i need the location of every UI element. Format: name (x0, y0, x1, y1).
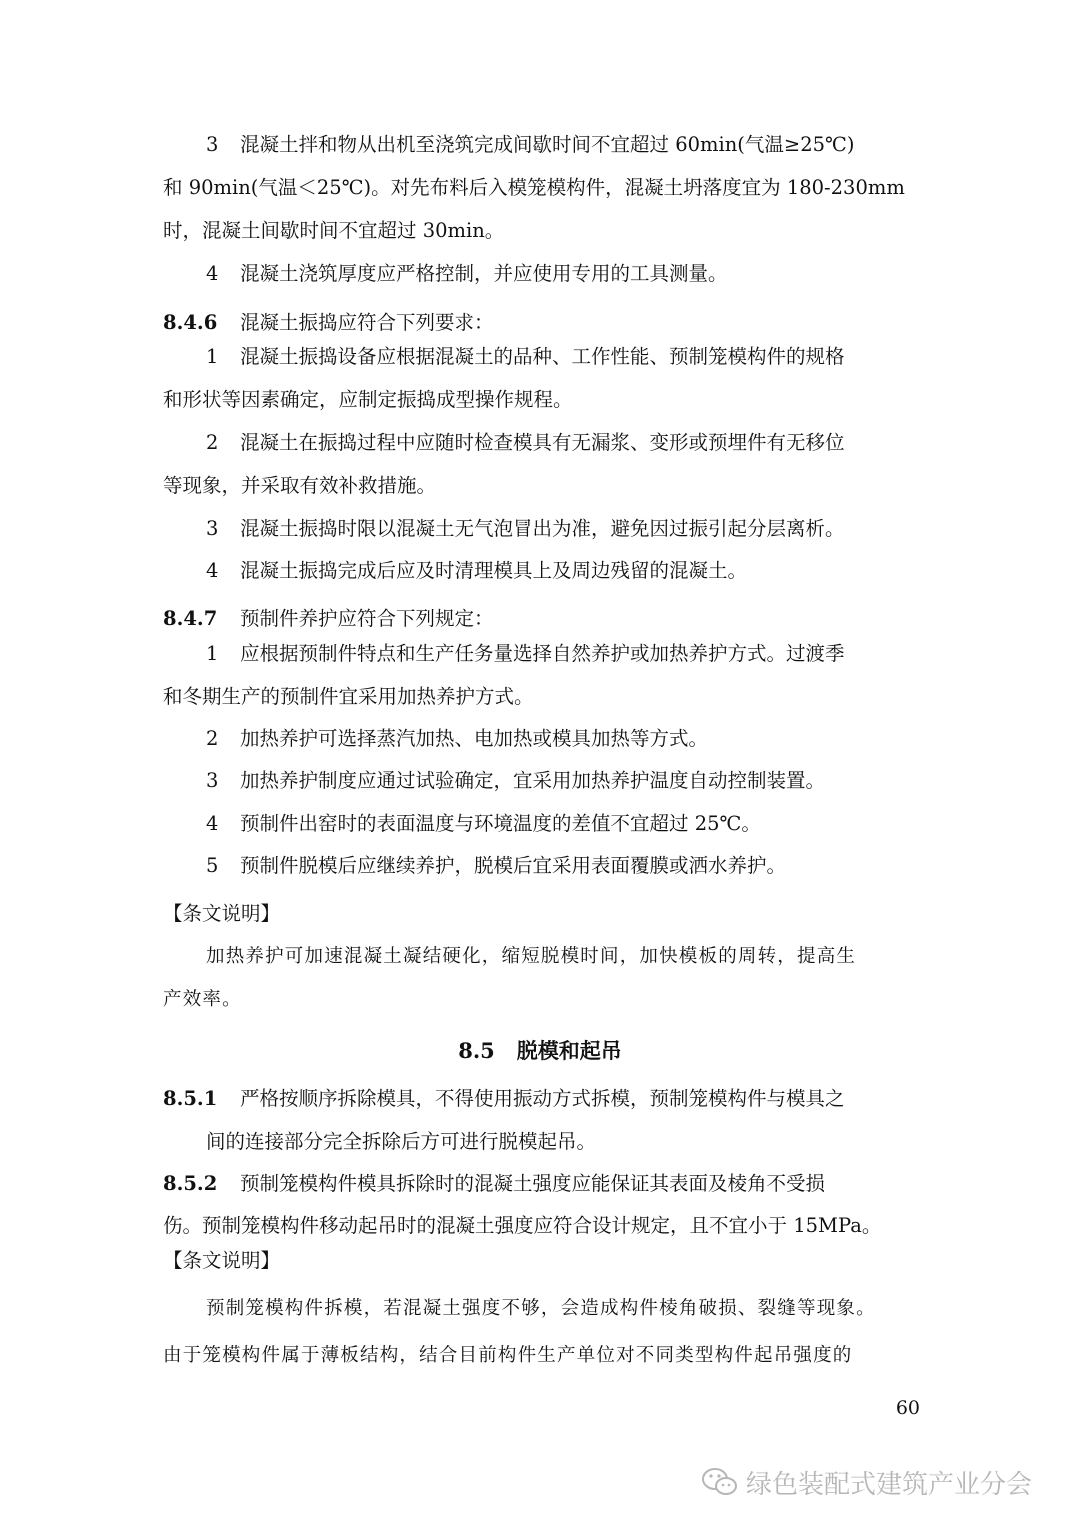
text: 混凝土拌和物从出机至浇筑完成间歇时间不宜超过 60min(气温≥25℃) (240, 133, 855, 156)
paragraph-line: 间的连接部分完全拆除后方可进行脱模起吊。 (206, 1130, 597, 1153)
item-number: 2 (206, 727, 219, 750)
paragraph-line (206, 428, 923, 458)
text: 预制笼模构件模具拆除时的混凝土强度应能保证其表面及棱角不受损 (240, 1172, 826, 1195)
clause-number: 8.5.1 (163, 1087, 218, 1110)
wechat-icon (700, 1465, 740, 1499)
item-number: 3 (206, 769, 219, 792)
clause-number: 8.4.7 (163, 607, 218, 630)
item-number: 4 (206, 559, 219, 582)
section-title: 脱模和起吊 (516, 1038, 622, 1063)
text: 预制件养护应符合下列规定： (240, 607, 494, 630)
item-number: 4 (206, 262, 219, 285)
item-number: 1 (206, 642, 219, 665)
text: 混凝土浇筑厚度应严格控制，并应使用专用的工具测量。 (240, 262, 728, 285)
paragraph-line: 伤。预制笼模构件移动起吊时的混凝土强度应符合设计规定，且不宜小于 15MPa。 (163, 1214, 882, 1237)
clause-number: 8.5.2 (163, 1172, 218, 1195)
text: 严格按顺序拆除模具，不得使用振动方式拆模，预制笼模构件与模具之 (240, 1087, 845, 1110)
item-number: 4 (206, 812, 219, 835)
text: 混凝土振捣设备应根据混凝土的品种、工作性能、预制笼模构件的规格 (240, 345, 845, 368)
item-number: 3 (206, 517, 219, 540)
paragraph-line (206, 259, 923, 289)
text: 混凝土振捣应符合下列要求： (240, 311, 494, 334)
note-label: 【条文说明】 (163, 902, 281, 925)
paragraph-line (206, 514, 923, 544)
text: 预制件脱模后应继续养护，脱模后宜采用表面覆膜或洒水养护。 (240, 854, 787, 877)
text: 混凝土振捣时限以混凝土无气泡冒出为准，避免因过振引起分层离析。 (240, 517, 845, 540)
paragraph-line (206, 851, 923, 881)
text: 加热养护制度应通过试验确定，宜采用加热养护温度自动控制装置。 (240, 769, 826, 792)
paragraph-line (206, 342, 923, 372)
note-text: 由于笼模构件属于薄板结构，结合目前构件生产单位对不同类型构件起吊强度的 (163, 1345, 853, 1366)
paragraph-line (206, 639, 923, 669)
note-text: 产效率。 (163, 989, 242, 1010)
text: 加热养护可选择蒸汽加热、电加热或模具加热等方式。 (240, 727, 709, 750)
paragraph-line (206, 130, 923, 160)
paragraph-line (206, 724, 923, 754)
clause-line (163, 1084, 923, 1114)
text: 混凝土振捣完成后应及时清理模具上及周边残留的混凝土。 (240, 559, 748, 582)
paragraph-line (206, 766, 923, 796)
item-number: 3 (206, 133, 219, 156)
paragraph-line: 和 90min(气温＜25℃)。对先布料后入模笼模构件，混凝土坍落度宜为 180-230mm (163, 176, 905, 199)
paragraph-line (206, 556, 923, 586)
note-text: 加热养护可加速混凝土凝结硬化，缩短脱模时间，加快模板的周转，提高生 (206, 946, 857, 967)
clause-line (163, 604, 923, 634)
paragraph-line (206, 809, 923, 839)
clause-line (163, 1169, 923, 1199)
item-number: 1 (206, 345, 219, 368)
item-number: 2 (206, 431, 219, 454)
paragraph-line: 等现象，并采取有效补救措施。 (163, 474, 437, 497)
section-heading (0, 1036, 1080, 1066)
text: 混凝土在振捣过程中应随时检查模具有无漏浆、变形或预埋件有无移位 (240, 431, 845, 454)
watermark (700, 1462, 1060, 1502)
paragraph-line: 和冬期生产的预制件宜采用加热养护方式。 (163, 685, 534, 708)
paragraph-line: 和形状等因素确定，应制定振捣成型操作规程。 (163, 388, 573, 411)
paragraph-line: 时，混凝土间歇时间不宜超过 30min。 (163, 219, 505, 242)
clause-number: 8.4.6 (163, 311, 218, 334)
note-text: 预制笼模构件拆模，若混凝土强度不够，会造成构件棱角破损、裂缝等现象。 (206, 1298, 876, 1319)
watermark-text: 绿色装配式建筑产业分会 (746, 1469, 1033, 1500)
item-number: 5 (206, 854, 219, 877)
note-label: 【条文说明】 (163, 1249, 281, 1272)
text: 预制件出窑时的表面温度与环境温度的差值不宜超过 25℃。 (240, 812, 761, 835)
page-number: 60 (895, 1397, 920, 1419)
clause-line (163, 308, 923, 338)
section-number: 8.5 (458, 1038, 495, 1063)
text: 应根据预制件特点和生产任务量选择自然养护或加热养护方式。过渡季 (240, 642, 845, 665)
